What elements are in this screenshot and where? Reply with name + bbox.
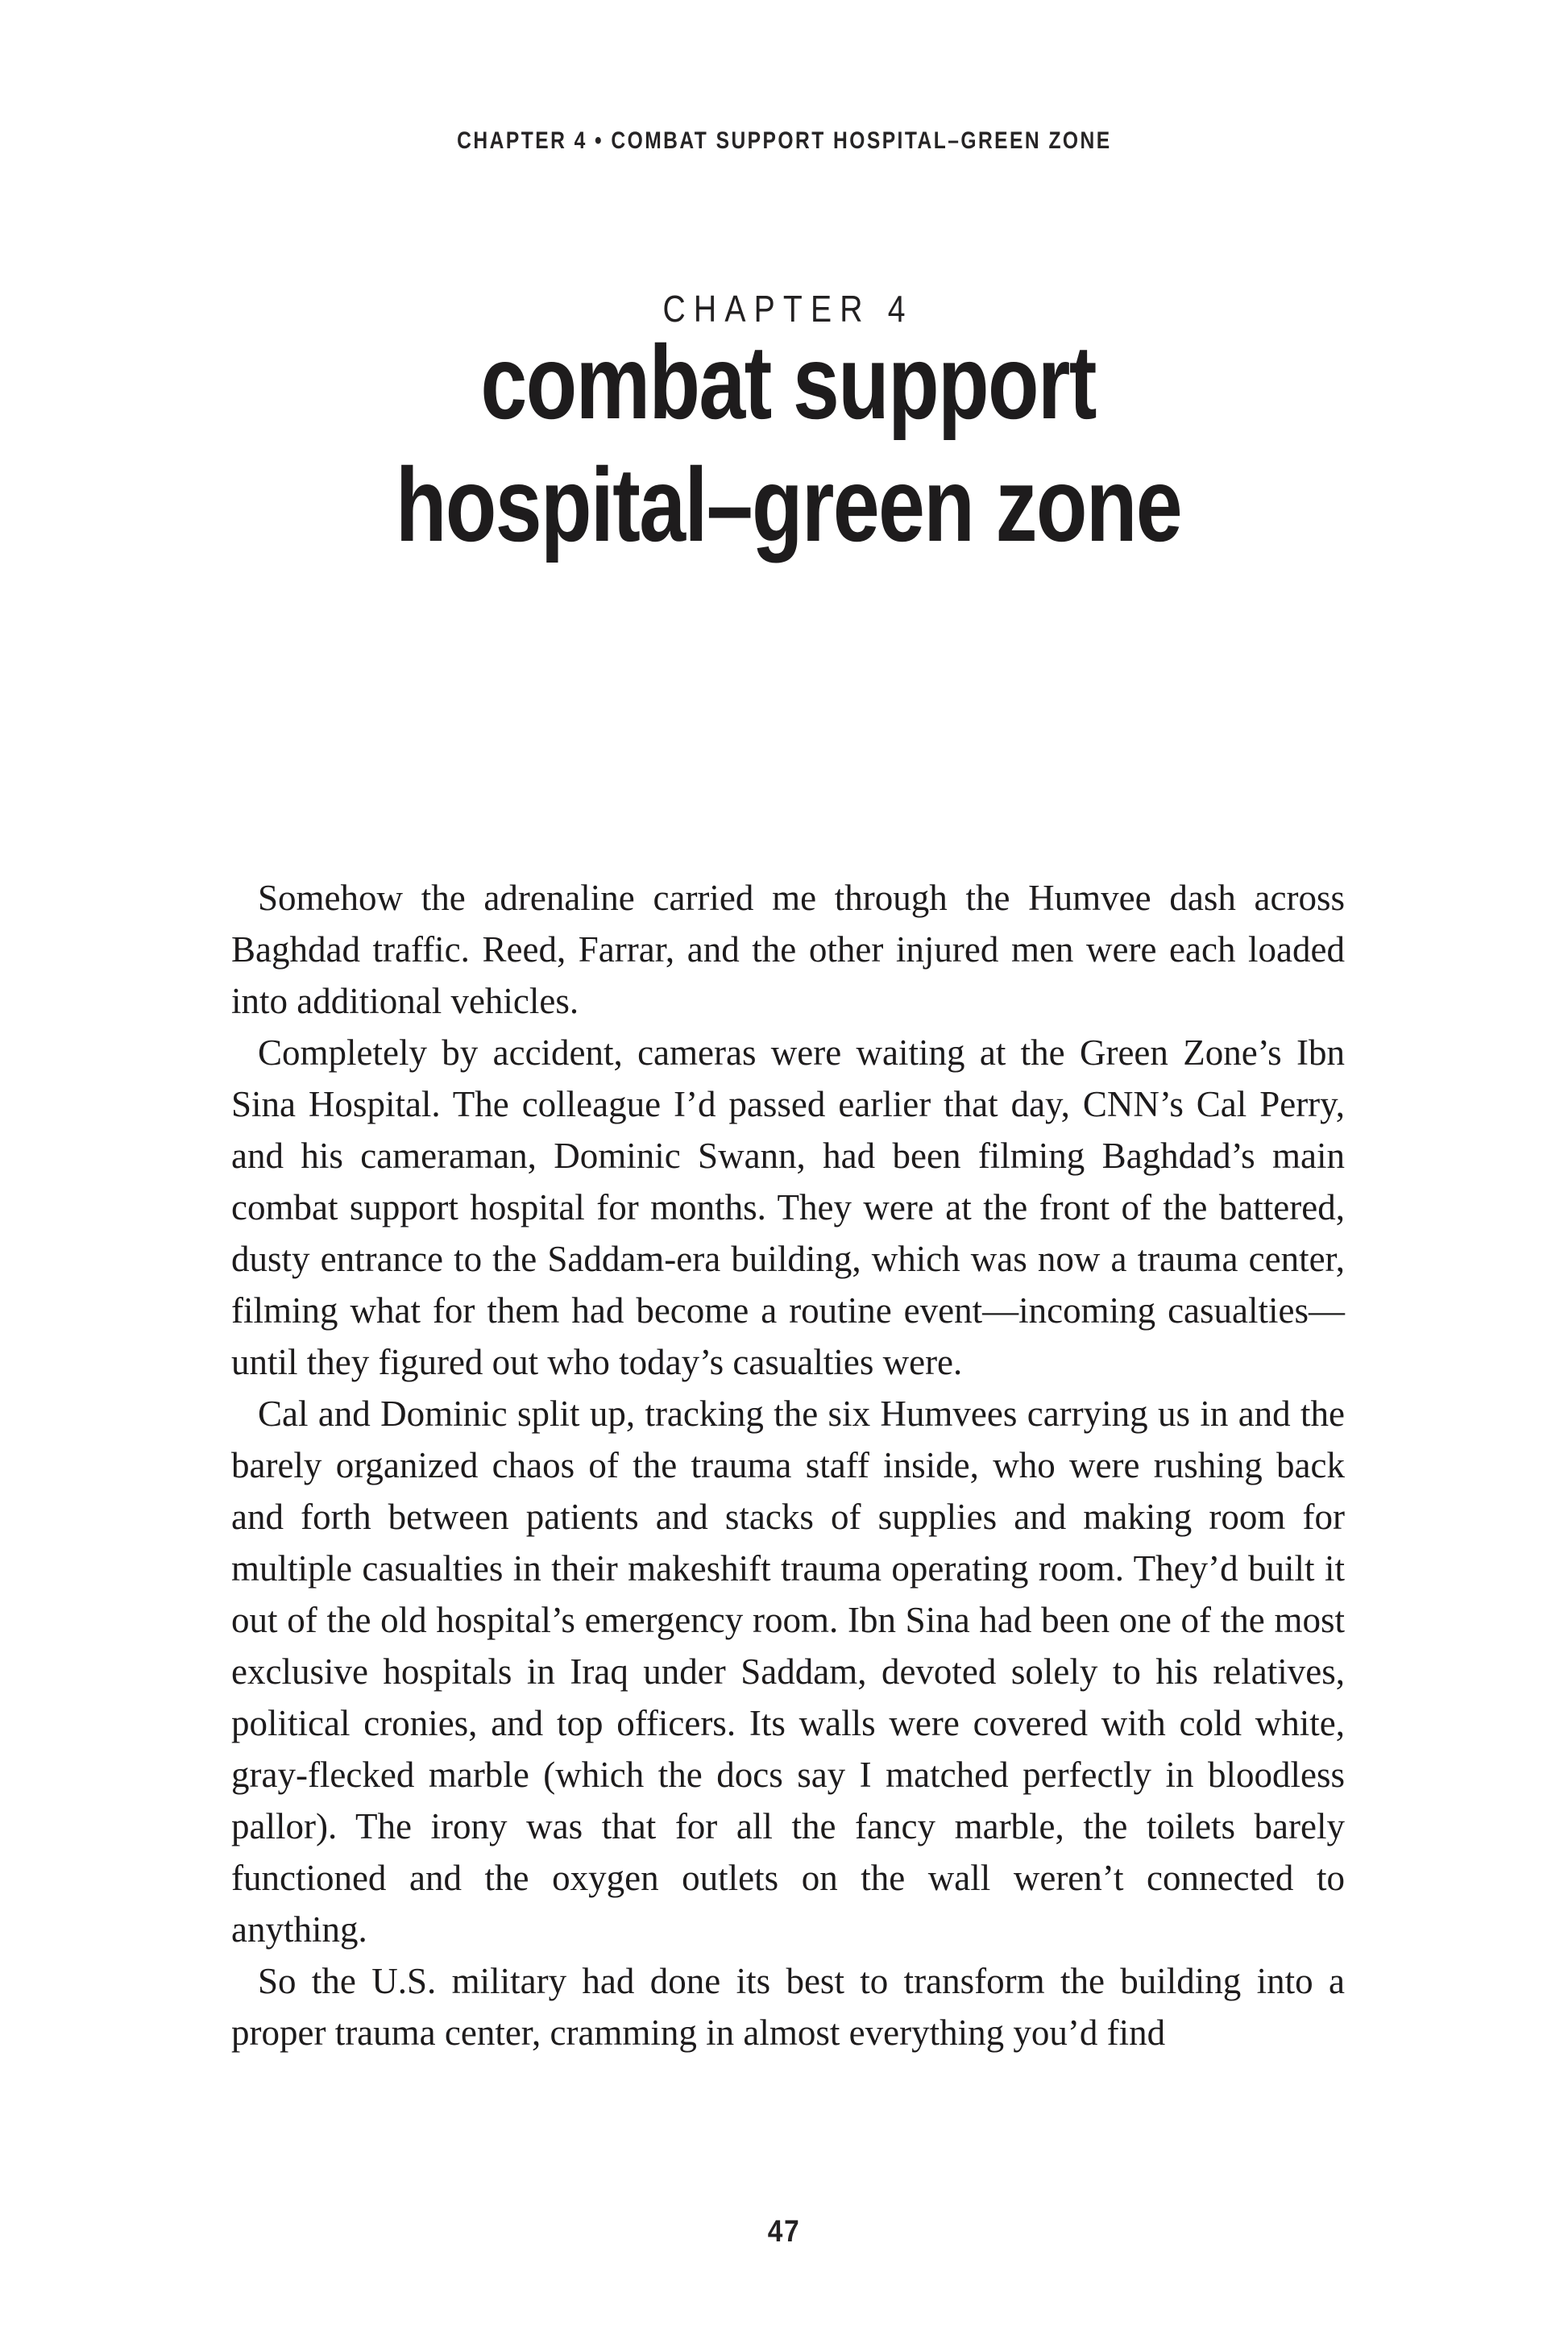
paragraph-1: Somehow the adrenaline carried me through the Humvee dash across Baghdad traffic. Reed, Farrar, and the other injured men were each loaded into additional vehicles.: [231, 878, 1345, 1021]
running-header-text: CHAPTER 4 • COMBAT SUPPORT HOSPITAL–GREEN ZONE: [456, 127, 1112, 154]
paragraph-2: Completely by accident, cameras were waiting at the Green Zone’s Ibn Sina Hospital. The colleague I’d passed earlier that day, CNN’s Cal Perry, and his cameraman, Dominic Swann, had been filming Baghdad’s main combat support hospital for months. They were at the front of the battered, dusty entrance to the Saddam-era building, which was now a trauma center, filming what for them had become a routine event—incoming casualties—until they figured out who today’s casualties were.: [231, 1032, 1345, 1382]
body-text: [231, 872, 1345, 2058]
page-number: [0, 2215, 1568, 2249]
running-header: [0, 127, 1568, 155]
chapter-title-line-1: combat support: [480, 323, 1096, 441]
paragraph-4: So the U.S. military had done its best to transform the building into a proper trauma center, cramming in almost everything you’d find: [231, 1961, 1345, 2053]
page-number-text: 47: [767, 2215, 801, 2249]
paragraph-3: Cal and Dominic split up, tracking the six Humvees carrying us in and the barely organized chaos of the trauma staff inside, who were rushing back and forth between patients and stacks of supplies and making room for multiple casualties in their makeshift trauma operating room. They’d built it out of the old hospital’s emergency room. Ibn Sina had been one of the most exclusive hospitals in Iraq under Saddam, devoted solely to his relatives, political cronies, and top officers. Its walls were covered with cold white, gray-flecked marble (which the docs say I matched perfectly in bloodless pallor). The irony was that for all the fancy marble, the toilets barely functioned and the oxygen outlets on the wall weren’t connected to anything.: [231, 1394, 1345, 1950]
chapter-number-text: CHAPTER 4: [662, 288, 914, 330]
chapter-title-line-2: hospital–green zone: [395, 446, 1181, 563]
chapter-title: [231, 321, 1345, 566]
